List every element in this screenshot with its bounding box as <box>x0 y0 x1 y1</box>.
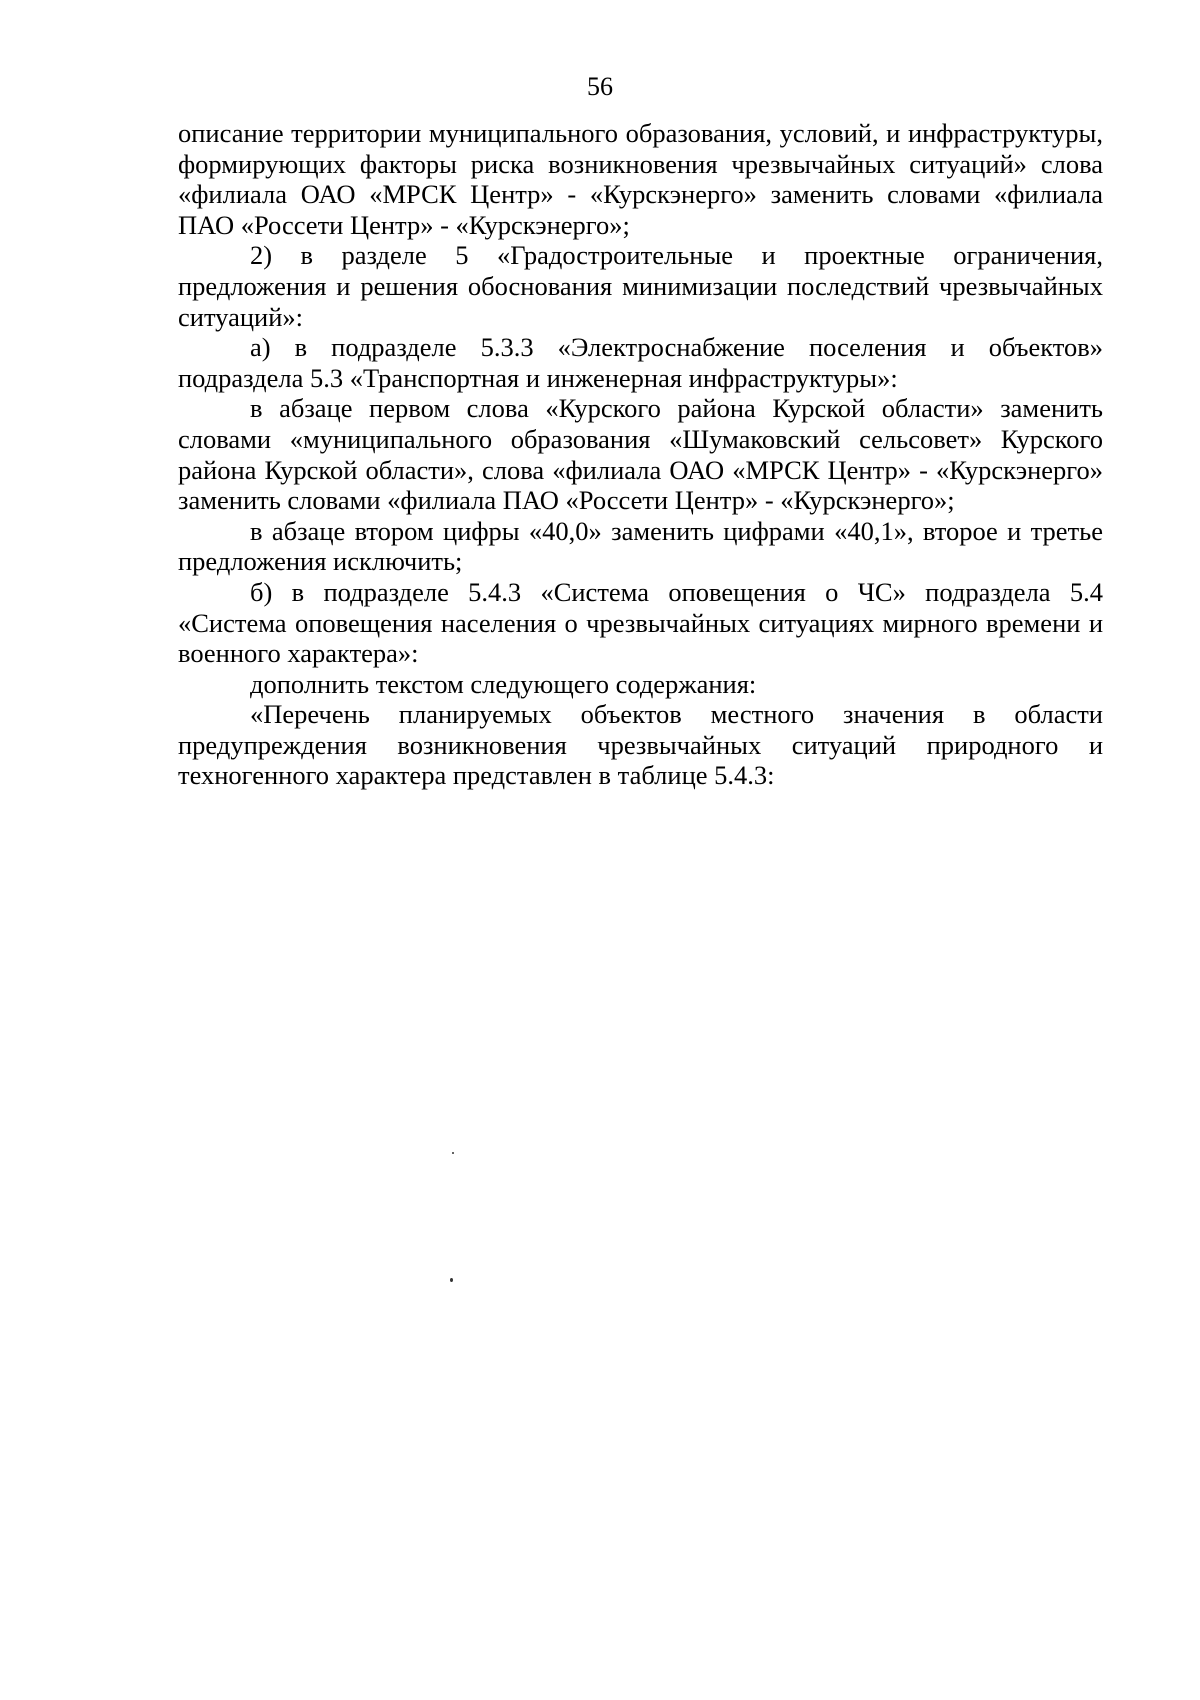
paragraph-subitem-a: а) в подразделе 5.3.3 «Электроснабжение поселения и объектов» подраздела 5.3 «Транспортная и инженерная инфраструктуры»: <box>178 332 1103 393</box>
scan-speck <box>452 1152 454 1154</box>
paragraph-second-abzac: в абзаце втором цифры «40,0» заменить цифрами «40,1», второе и третье предложения исключить; <box>178 515 1103 577</box>
page-number: 56 <box>587 72 613 101</box>
paragraph-quote: «Перечень планируемых объектов местного значения в области предупреждения возникновения чрезвычайных ситуаций природного и техногенного характера представлен в таблице 5.4.3: <box>178 699 1103 791</box>
document-body <box>178 118 1103 791</box>
paragraph-supplement: дополнить текстом следующего содержания: <box>250 668 757 699</box>
paragraph-subitem-b: б) в подразделе 5.4.3 «Система оповещения о ЧС» подраздела 5.4 «Система оповещения населения о чрезвычайных ситуациях мирного времени и военного характера»: <box>178 576 1103 669</box>
scan-speck <box>450 1278 453 1282</box>
paragraph-first-abzac: в абзаце первом слова «Курского района Курской области» заменить словами «муниципального образования «Шумаковский сельсовет» Курского района Курской области», слова «филиала ОАО «МРСК Центр» - «Курскэнерго» заменить словами «филиала ПАО «Россети Центр» - «Курскэнерго»; <box>178 393 1103 516</box>
paragraph-item-2: 2) в разделе 5 «Градостроительные и проектные ограничения, предложения и решения обоснования минимизации последствий чрезвычайных ситуаций»: <box>178 240 1103 332</box>
paragraph-continuation: описание территории муниципального образования, условий, и инфраструктуры, формирующих факторы риска возникновения чрезвычайных ситуаций» слова «филиала ОАО «МРСК Центр» - «Курскэнерго» заменить словами «филиала ПАО «Россети Центр» - «Курскэнерго»; <box>178 118 1103 240</box>
